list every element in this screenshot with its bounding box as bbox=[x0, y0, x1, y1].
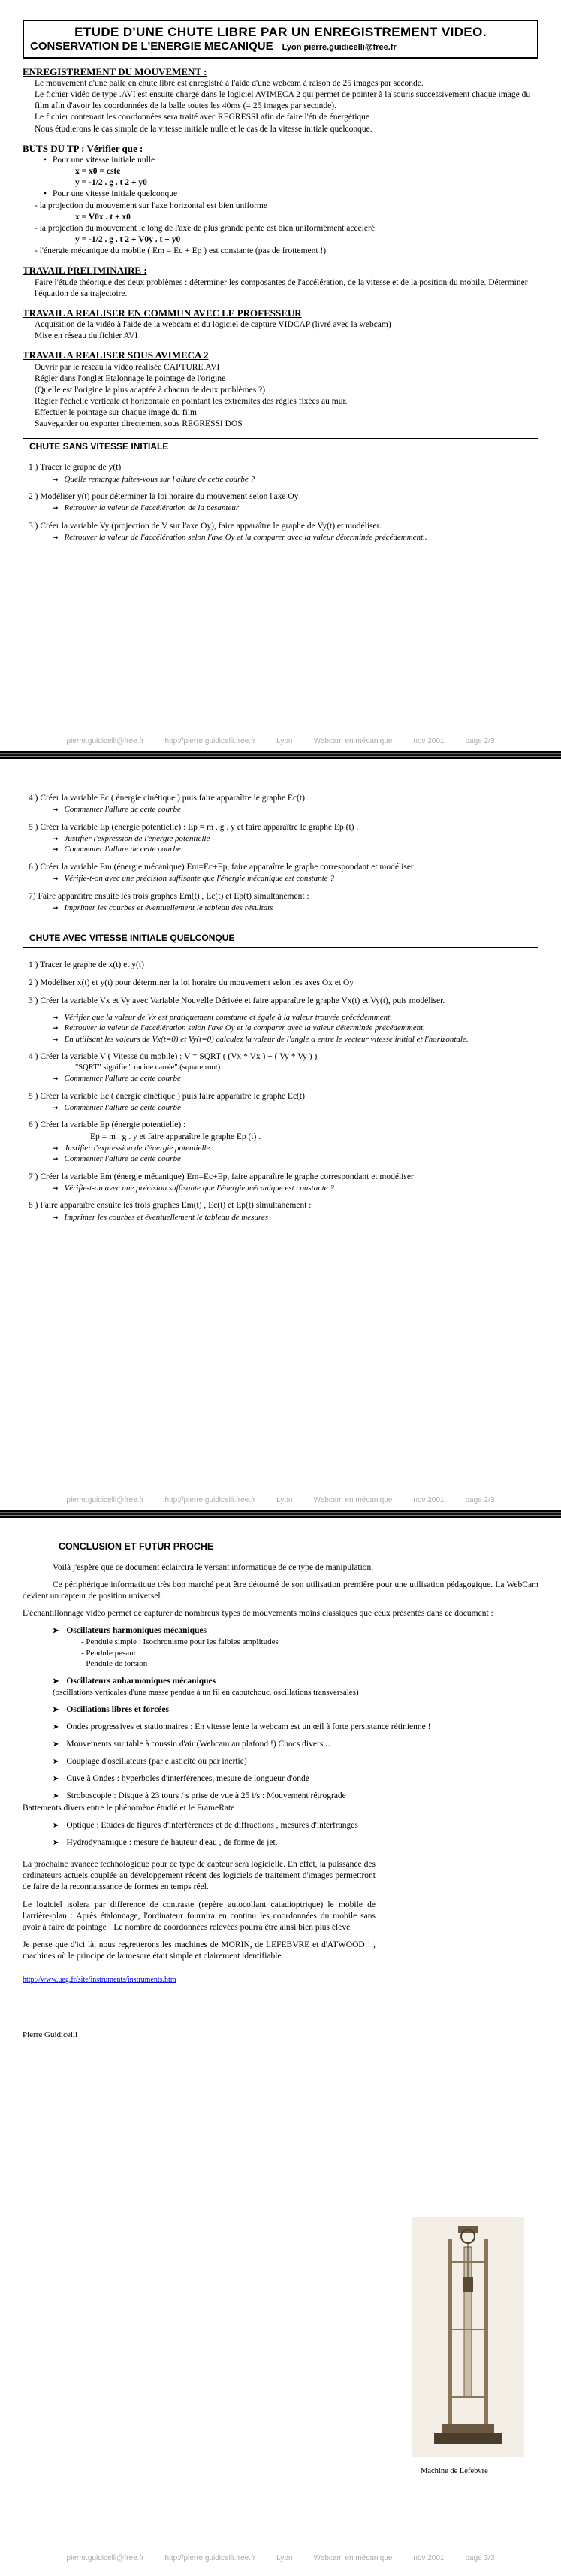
osc-item-1: ➤ Oscillateurs harmoniques mécaniques bbox=[53, 1625, 538, 1637]
buts-equation-2: y = -1/2 . g . t 2 + y0 bbox=[75, 178, 147, 188]
footer-topic: Webcam en mécanique bbox=[313, 737, 393, 745]
buts-line-1: - la projection du mouvement sur l'axe horizontal est bien uniforme bbox=[35, 201, 267, 210]
conclusion-par-4: La prochaine avancée technologique pour ce type de capteur sera logicielle. En effet, la puissance des ordinateurs actuels couplée au développement récent des logiciels de traitement d'images permettront de faire de la reconnaissance de formes en temps réel. bbox=[23, 1860, 376, 1892]
osc-item-10: ➤ Hydrodynamique : mesure de hauteur d'eau , de forme de jet. bbox=[53, 1837, 538, 1849]
title-line-2-text: CONSERVATION DE L'ENERGIE MECANIQUE bbox=[30, 39, 273, 53]
osc-item-2-note: (oscillations verticales d'une masse pendue à un fil en caoutchouc, oscillations transversales) bbox=[53, 1688, 359, 1698]
heading-prelim bbox=[23, 264, 538, 277]
conclusion-title: CONCLUSION ET FUTUR PROCHE bbox=[23, 1540, 538, 1556]
question-r3-sub-1: ➜ Vérifier que la valeur de Vx est pratiquement constante et égale à la valeur trouvée précédemment bbox=[53, 1012, 538, 1023]
resource-link[interactable]: http://www.ueg.fr/site/instruments/instruments.htm bbox=[23, 1975, 176, 1984]
signature: Pierre Guidicelli bbox=[23, 2030, 78, 2040]
question-r2: 2 ) Modéliser x(t) et y(t) pour déterminer la loi horaire du mouvement selon les axes Ox et Oy bbox=[29, 978, 354, 988]
avimeca-line-6: Sauvegarder ou exporter directement sous REGRESSI DOS bbox=[35, 419, 243, 429]
page-2-footer bbox=[0, 1495, 561, 1505]
footer-date: nov 2001 bbox=[413, 737, 445, 745]
heading-buts: BUTS DU TP : Vérifier que : bbox=[23, 142, 143, 154]
question-6-sub: ➜ Vérifie-t-on avec une précision suffisante que l'énergie mécanique est constante ? bbox=[53, 873, 538, 884]
footer-topic: Webcam en mécanique bbox=[313, 2554, 393, 2562]
question-r7-sub: ➜ Vérifie-t-on avec une précision suffisante que l'énergie mécanique est constante ? bbox=[53, 1183, 538, 1194]
conclusion-par-3: L'échantillonnage vidéo permet de capturer de nombreux types de mouvements moins classiques que ceux présentés dans ce document : bbox=[23, 1609, 493, 1619]
footer-city: Lyon bbox=[276, 2554, 293, 2562]
page-2 bbox=[0, 759, 561, 1518]
question-3-sub: ➜ Retrouver la valeur de l'accélération selon l'axe Oy et la comparer avec la valeur déterminée précédemment.. bbox=[53, 532, 538, 543]
buts-equation-4: y = -1/2 . g . t 2 + V0y . t + y0 bbox=[75, 235, 181, 245]
question-1-sub: ➜ Quelle remarque faites-vous sur l'allure de cette courbe ? bbox=[53, 474, 538, 485]
question-r7: 7 ) Créer la variable Em (énergie mécanique) Em=Ec+Ep, faire apparaître le graphe correspondant et modéliser bbox=[29, 1172, 414, 1181]
page-2-content bbox=[23, 786, 538, 1223]
heading-prelim-label: TRAVAIL PRELIMINAIRE : bbox=[23, 265, 147, 277]
question-r5-sub: ➜ Commenter l'allure de cette courbe bbox=[53, 1102, 538, 1114]
footer-email: pierre.guidicelli@free.fr bbox=[66, 1496, 144, 1504]
heading-avimeca: TRAVAIL A REALISER SOUS AVIMECA 2 bbox=[23, 349, 209, 361]
question-r4-sub: ➜ Commenter l'allure de cette courbe bbox=[53, 1073, 538, 1084]
osc-item-4: ➤ Ondes progressives et stationnaires : En vitesse lente la webcam est un œil à forte persistance rétinienne ! bbox=[53, 1722, 538, 1733]
question-7-sub: ➜ Imprimer les courbes et éventuellement le tableau des résultats bbox=[53, 903, 538, 914]
enreg-line-1: Le mouvement d'une balle en chute libre est enregistré à l'aide d'une webcam à raison de 25 images par seconde. bbox=[35, 78, 424, 88]
footer-url: http://pierre.guidicelli.free.fr bbox=[164, 2554, 256, 2562]
question-2-sub: ➜ Retrouver la valeur de l'accélération de la pesanteur bbox=[53, 503, 538, 514]
enreg-line-3: Le fichier contenant les coordonnées sera traité avec REGRESSI afin de faire l'étude énergétique bbox=[35, 113, 370, 122]
question-5-sub-2: ➜ Commenter l'allure de cette courbe bbox=[53, 844, 538, 855]
question-5: 5 ) Créer la variable Ep (énergie potentielle) : Ep = m . g . y et faire apparaître le graphe Ep (t) . bbox=[29, 822, 359, 832]
osc-item-2: ➤ Oscillateurs anharmoniques mécaniques bbox=[53, 1676, 538, 1687]
osc-item-9: ➤ Optique : Etudes de figures d'interférences et de diffractions , mesures d'interfranges bbox=[53, 1820, 538, 1831]
enreg-line-4: Nous étudierons le cas simple de la vitesse initiale nulle et le cas de la vitesse initiale quelconque. bbox=[35, 124, 372, 134]
footer-page: page 2/3 bbox=[465, 1496, 495, 1504]
page-3 bbox=[0, 1518, 561, 2576]
footer-url: http://pierre.guidicelli.free.fr bbox=[164, 737, 256, 745]
buts-bullet-1: • Pour une vitesse initiale nulle : bbox=[44, 155, 538, 166]
footer-email: pierre.guidicelli@free.fr bbox=[66, 2554, 144, 2562]
footer-date: nov 2001 bbox=[413, 1496, 445, 1504]
page-1-footer bbox=[0, 736, 561, 746]
question-r3: 3 ) Créer la variable Vx et Vy avec Variable Nouvelle Dérivée et faire apparaître le graphe Vx(t) et Vy(t), puis modéliser. bbox=[29, 996, 445, 1006]
question-r6-formula: Ep = m . g . y et faire apparaître le graphe Ep (t) . bbox=[90, 1132, 261, 1141]
osc-item-7: ➤ Cuve à Ondes : hyperboles d'interférences, mesure de longueur d'onde bbox=[53, 1773, 538, 1785]
avimeca-line-4: Régler l'échelle verticale et horizontale en pointant les extrémités des règles fixées au mur. bbox=[35, 397, 348, 407]
footer-url: http://pierre.guidicelli.free.fr bbox=[164, 1496, 256, 1504]
title-box bbox=[23, 20, 538, 59]
question-4-sub: ➜ Commenter l'allure de cette courbe bbox=[53, 804, 538, 815]
buts-line-3: - l'énergie mécanique du mobile ( Em = Ec + Ep ) est constante (pas de frottement !) bbox=[35, 246, 327, 256]
osc-item-3: ➤ Oscillations libres et forcées bbox=[53, 1704, 538, 1716]
question-7: 7) Faire apparaître ensuite les trois graphes Em(t) , Ec(t) et Ep(t) simultanément : bbox=[29, 891, 309, 901]
question-r4: 4 ) Créer la variable V ( Vitesse du mobile) : V = SQRT ( (Vx * Vx ) + ( Vy * Vy ) ) bbox=[29, 1052, 318, 1062]
question-r5: 5 ) Créer la variable Ec ( énergie cinétique ) puis faire apparaître le graphe Ec(t) bbox=[29, 1091, 305, 1101]
footer-date: nov 2001 bbox=[413, 2554, 445, 2562]
avimeca-line-3: (Quelle est l'origine la plus adaptée à chacun de deux problèmes ?) bbox=[35, 385, 266, 395]
section-box-sans-vitesse: CHUTE SANS VITESSE INITIALE bbox=[23, 438, 538, 456]
footer-email: pierre.guidicelli@free.fr bbox=[66, 737, 144, 745]
question-4: 4 ) Créer la variable Ec ( énergie cinétique ) puis faire apparaître le graphe Ec(t) bbox=[29, 794, 305, 803]
heading-prof: TRAVAIL A REALISER EN COMMUN AVEC LE PROFESSEUR bbox=[23, 307, 302, 319]
prof-line-2: Mise en réseau du fichier AVI bbox=[35, 331, 138, 341]
footer-city: Lyon bbox=[276, 737, 293, 745]
question-r6-sub-2: ➜ Commenter l'allure de cette courbe bbox=[53, 1153, 538, 1165]
buts-equation-1: x = x0 = cste bbox=[75, 167, 121, 177]
conclusion-par-6: Je pense que d'ici là, nous regretterons les machines de MORIN, de LEFEBVRE et d'ATWOOD ! , machines où le principe de la mesure était simple et clairement identifiable. bbox=[23, 1940, 376, 1961]
question-3: 3 ) Créer la variable Vy (projection de V sur l'axe Oy), faire apparaître le graphe de Vy(t) et modéliser. bbox=[29, 521, 382, 531]
buts-equation-3: x = V0x . t + x0 bbox=[75, 212, 131, 222]
title-line-1: ETUDE D'UNE CHUTE LIBRE PAR UN ENREGISTREMENT VIDEO. bbox=[74, 25, 487, 39]
page-1-content bbox=[23, 20, 538, 543]
osc-item-8-cont: Battements divers entre le phénomène étudié et le FrameRate bbox=[23, 1803, 235, 1813]
machine-caption: Machine de Lefebvre bbox=[421, 2467, 488, 2475]
footer-topic: Webcam en mécanique bbox=[313, 1496, 393, 1504]
resource-link-row bbox=[23, 1973, 376, 1985]
buts-bullet-2: • Pour une vitesse initiale quelconque bbox=[44, 189, 538, 200]
osc-item-8: ➤ Stroboscopie : Disque à 23 tours / s prise de vue à 25 i/s : Mouvement rétrograde bbox=[53, 1791, 538, 1802]
page-3-content bbox=[23, 1540, 538, 2041]
section-box-quelconque: CHUTE AVEC VITESSE INITIALE QUELCONQUE bbox=[23, 930, 538, 948]
prof-line-1: Acquisition de la vidéo à l'aide de la webcam et du logiciel de capture VIDCAP (livré avec la webcam) bbox=[35, 320, 391, 330]
question-r8: 8 ) Faire apparaître ensuite les trois graphes Em(t) , Ec(t) et Ep(t) simultanément : bbox=[29, 1201, 312, 1211]
question-r3-sub-3: ➜ En utilisant les valeurs de Vx(t=0) et Vy(t=0) calculez la valeur de l'angle α entre le vecteur vitesse initial et l'horizontale. bbox=[53, 1034, 538, 1045]
osc-item-5: ➤ Mouvements sur table à coussin d'air (Webcam au plafond !) Chocs divers ... bbox=[53, 1739, 538, 1750]
question-1: 1 ) Tracer le graphe de y(t) bbox=[29, 463, 122, 473]
conclusion-par-5: Le logiciel isolera par difference de contraste (repère autocollant catadioptrique) le mobile de l'arrière-plan : Après étalonnage, l'ordinateur fournira en continu les coordonnées du mobile sans avoir à faire de pointage ! Le nombre de coordonnées relevées pourra être ainsi bien plus élevé. bbox=[23, 1900, 376, 1932]
question-r8-sub: ➜ Imprimer les courbes et éventuellement le tableau de mesures bbox=[53, 1212, 538, 1223]
title-author: Lyon pierre.guidicelli@free.fr bbox=[282, 42, 397, 52]
question-r3-sub-2: ➜ Retrouver la valeur de l'accélération selon l'axe Oy et la comparer avec la valeur déterminée précédemment. bbox=[53, 1023, 538, 1034]
buts-line-2: - la projection du mouvement le long de l'axe de plus grande pente est bien uniformément accéléré bbox=[35, 223, 375, 233]
avimeca-line-5: Effectuer le pointage sur chaque image du film bbox=[35, 408, 197, 418]
question-r1: 1 ) Tracer le graphe de x(t) et y(t) bbox=[29, 960, 144, 970]
conclusion-par-2: Ce périphérique informatique très bon marché peut être détourné de son utilisation première pour une utilisation pédagogique. La WebCam devient un capteur de position universel. bbox=[23, 1580, 538, 1601]
question-r6: 6 ) Créer la variable Ep (énergie potentielle) : bbox=[29, 1120, 186, 1130]
question-6: 6 ) Créer la variable Em (énergie mécanique) Em=Ec+Ep, faire apparaître le graphe correspondant et modéliser bbox=[29, 862, 414, 872]
osc-item-6: ➤ Couplage d'oscillateurs (par élasticité ou par inertie) bbox=[53, 1756, 538, 1767]
footer-page: page 2/3 bbox=[465, 737, 495, 745]
osc-item-1-sub-1: - Pendule simple : Isochronisme pour les faibles amplitudes bbox=[81, 1637, 538, 1648]
avimeca-line-2: Régler dans l'onglet Etalonnage le pointage de l'origine bbox=[35, 373, 226, 383]
page-1 bbox=[0, 0, 561, 759]
question-r6-sub-1: ➜ Justifier l'expression de l'énergie potentielle bbox=[53, 1143, 538, 1154]
osc-item-1-sub-2: - Pendule pesant bbox=[81, 1648, 538, 1659]
prelim-text: Faire l'étude théorique des deux problèmes : déterminer les composantes de l'accélération, de la vitesse et de la position du mobile. Déterminer l'équation de sa trajectoire. bbox=[35, 277, 528, 298]
osc-item-1-sub-3: - Pendule de torsion bbox=[81, 1658, 538, 1670]
question-5-sub-1: ➜ Justifier l'expression de l'énergie potentielle bbox=[53, 833, 538, 845]
title-line-2 bbox=[30, 40, 531, 53]
conclusion-text-column bbox=[23, 1859, 376, 1985]
machine-lefebvre-illustration bbox=[412, 2217, 524, 2457]
page-3-footer bbox=[0, 2553, 561, 2563]
question-2: 2 ) Modéliser y(t) pour déterminer la loi horaire du mouvement selon l'axe Oy bbox=[29, 492, 299, 502]
question-r4-note: "SQRT" signifie " racine carrée" (square root) bbox=[75, 1063, 221, 1072]
conclusion-par-1: Voilà j'espère que ce document éclaircira le versant informatique de ce type de manipulation. bbox=[53, 1562, 374, 1572]
heading-enregistrement: ENREGISTREMENT DU MOUVEMENT : bbox=[23, 65, 207, 77]
footer-city: Lyon bbox=[276, 1496, 293, 1504]
footer-page: page 3/3 bbox=[465, 2554, 495, 2562]
avimeca-line-1: Ouvrir par le réseau la vidéo réalisée CAPTURE.AVI bbox=[35, 362, 220, 372]
enreg-line-2: Le fichier vidéo de type .AVI est ensuite chargé dans le logiciel AVIMECA 2 qui permet de pointer à la souris successivement chaque image du film afin d'avoir les coordonnées de la balle toutes les 40ms (= 25 images par seconde). bbox=[35, 90, 531, 111]
